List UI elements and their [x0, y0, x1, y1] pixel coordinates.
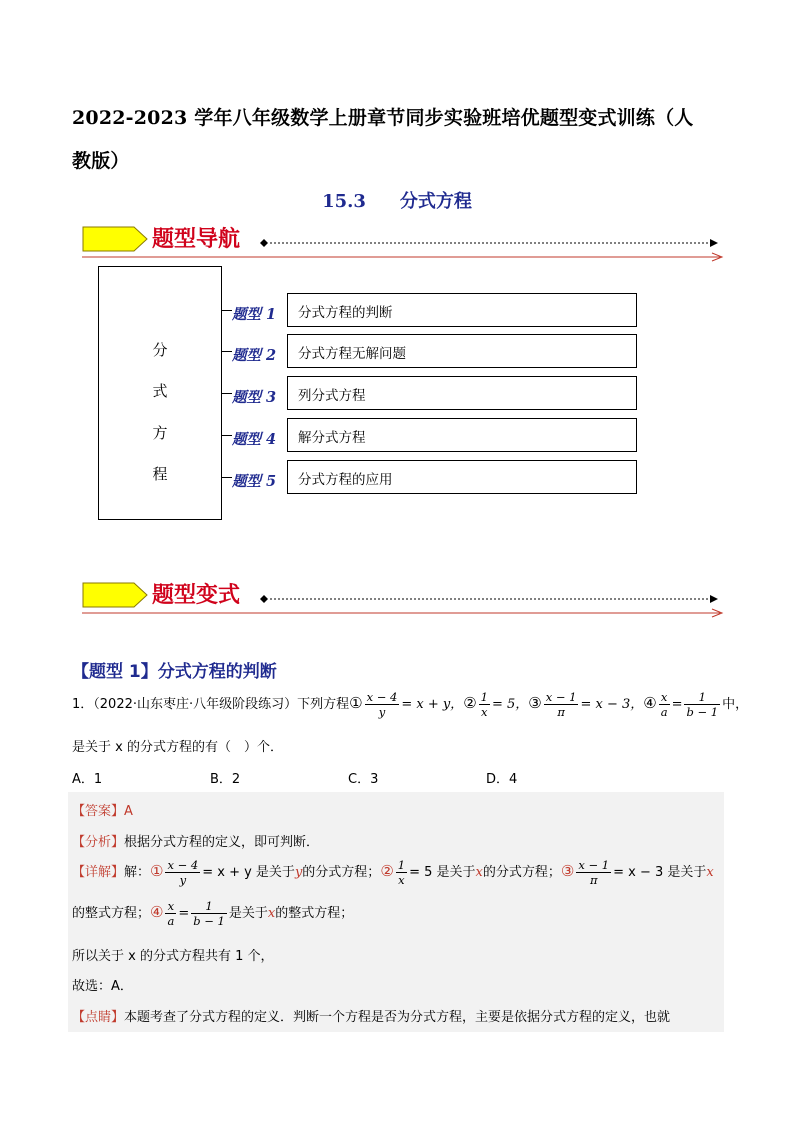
- nav-item-text: 分式方程的应用: [287, 460, 637, 494]
- detail-text: 的整式方程；: [275, 906, 354, 921]
- circled-number: ②: [380, 862, 394, 880]
- question-type-heading: 【题型 1】分式方程的判断: [72, 662, 277, 682]
- section-heading: [0, 187, 794, 213]
- detail-text: 的分式方程；: [482, 865, 561, 880]
- equation-rest: = x − 3，: [580, 697, 644, 712]
- connector-line: [222, 310, 232, 311]
- fraction: $\frac{x - 4}{y}$: [167, 858, 199, 887]
- nav-item-label: 题型 3: [232, 389, 277, 406]
- nav-item-label: 题型 5: [232, 473, 277, 490]
- fraction: $\frac{x - 1}{\pi}$: [545, 690, 577, 719]
- nav-item-text: 列分式方程: [287, 376, 637, 410]
- fraction: $\frac{1}{b - 1}$: [193, 899, 225, 928]
- detail-text: 的分式方程；: [302, 865, 381, 880]
- variants-banner-title: 题型变式: [152, 583, 241, 608]
- detail-text: 是关于: [228, 906, 268, 921]
- analysis-label: 【分析】: [72, 835, 125, 850]
- connector-line: [222, 351, 232, 352]
- analysis-text: 根据分式方程的定义，即可判断．: [124, 835, 320, 850]
- analysis-line: [72, 831, 319, 850]
- question-prefix: 1．（2022·山东枣庄·八年级阶段练习）下列方程: [72, 697, 350, 712]
- comment-line: [72, 1006, 670, 1025]
- answer-value: A: [124, 804, 133, 819]
- circled-number: ①: [150, 862, 164, 880]
- variable: y: [294, 865, 303, 880]
- comment-text: 本题考查了分式方程的定义．判断一个方程是否为分式方程，主要是依据分式方程的定义，也就: [124, 1010, 671, 1025]
- topic-char: 式: [152, 382, 168, 400]
- circled-number: ③: [560, 862, 575, 880]
- yellow-arrow-tag-icon: [82, 582, 148, 608]
- fraction: $\frac{x}{a}$: [660, 690, 668, 719]
- variants-banner: [82, 582, 732, 622]
- topic-char: 分: [152, 341, 168, 359]
- equation-rest: = x + y，: [401, 697, 464, 712]
- connector-line: [222, 477, 232, 478]
- summary-line: 所以关于 x 的分式方程共有 1 个，: [72, 949, 274, 964]
- variable: x: [475, 865, 483, 880]
- nav-item-text: 分式方程无解问题: [287, 334, 637, 368]
- variable: x: [267, 906, 276, 921]
- equation-rest: = 5，: [491, 697, 529, 712]
- yellow-arrow-tag-icon: [82, 226, 148, 252]
- detail-text: 的整式方程；: [72, 906, 151, 921]
- comment-label: 【点睛】: [72, 1010, 125, 1025]
- detail-lead: 解：: [124, 865, 151, 880]
- detail-line1: [72, 858, 714, 887]
- connector-line: [222, 435, 232, 436]
- section-title: 分式方程: [399, 191, 472, 212]
- question-stem-line1: [72, 690, 748, 719]
- answer-line: [72, 800, 133, 819]
- nav-item-label: 题型 2: [232, 347, 277, 364]
- detail-line2: [72, 899, 353, 928]
- fraction: $\frac{x - 1}{\pi}$: [578, 858, 610, 887]
- document-title-line2: 教版）: [72, 150, 130, 172]
- red-arrow-line: [82, 252, 727, 262]
- nav-item-text: 解分式方程: [287, 418, 637, 452]
- fraction: $\frac{1}{b - 1}$: [686, 690, 719, 719]
- red-arrow-line: [82, 608, 727, 618]
- variable: x: [706, 865, 714, 880]
- option-b[interactable]: B．2: [210, 772, 241, 787]
- circled-number: ③: [528, 694, 542, 712]
- nav-item-label: 题型 4: [232, 431, 277, 448]
- circled-number: ④: [643, 694, 657, 712]
- document-title-line1: 2022-2023 学年八年级数学上册章节同步实验班培优题型变式训练（人: [72, 107, 694, 129]
- detail-text: = x − 3 是关于: [613, 865, 707, 880]
- option-c[interactable]: C．3: [348, 772, 379, 787]
- question-stem-line2: 是关于 x 的分式方程的有（ ）个．: [72, 740, 283, 755]
- dotted-arrow-line: [260, 594, 720, 604]
- equation-rest: 中，: [722, 697, 749, 712]
- choice-line: 故选：A．: [72, 979, 133, 994]
- equation-rest: =: [671, 697, 683, 712]
- circled-number: ②: [463, 694, 477, 712]
- answer-label: 【答案】: [72, 804, 125, 819]
- equation-rest: =: [178, 906, 190, 921]
- nav-item-label: 题型 1: [232, 306, 277, 323]
- topic-char: 程: [152, 465, 168, 483]
- topic-box: [98, 266, 222, 520]
- detail-text: = 5 是关于: [409, 865, 476, 880]
- nav-banner: [82, 226, 732, 266]
- dotted-arrow-line: [260, 238, 720, 248]
- circled-number: ④: [150, 903, 164, 921]
- circled-number: ①: [349, 694, 363, 712]
- option-d[interactable]: D．4: [486, 772, 518, 787]
- fraction: $\frac{1}{x}$: [397, 858, 406, 887]
- fraction: $\frac{x}{a}$: [167, 899, 175, 928]
- option-a[interactable]: A．1: [72, 772, 103, 787]
- fraction: $\frac{x - 4}{y}$: [366, 690, 398, 719]
- fraction: $\frac{1}{x}$: [480, 690, 488, 719]
- topic-char: 方: [152, 424, 168, 442]
- section-number: 15.3: [322, 191, 366, 212]
- nav-banner-title: 题型导航: [152, 227, 241, 252]
- connector-line: [222, 393, 232, 394]
- nav-item-text: 分式方程的判断: [287, 293, 637, 327]
- detail-label: 【详解】: [72, 865, 125, 880]
- detail-text: = x + y 是关于: [202, 865, 295, 880]
